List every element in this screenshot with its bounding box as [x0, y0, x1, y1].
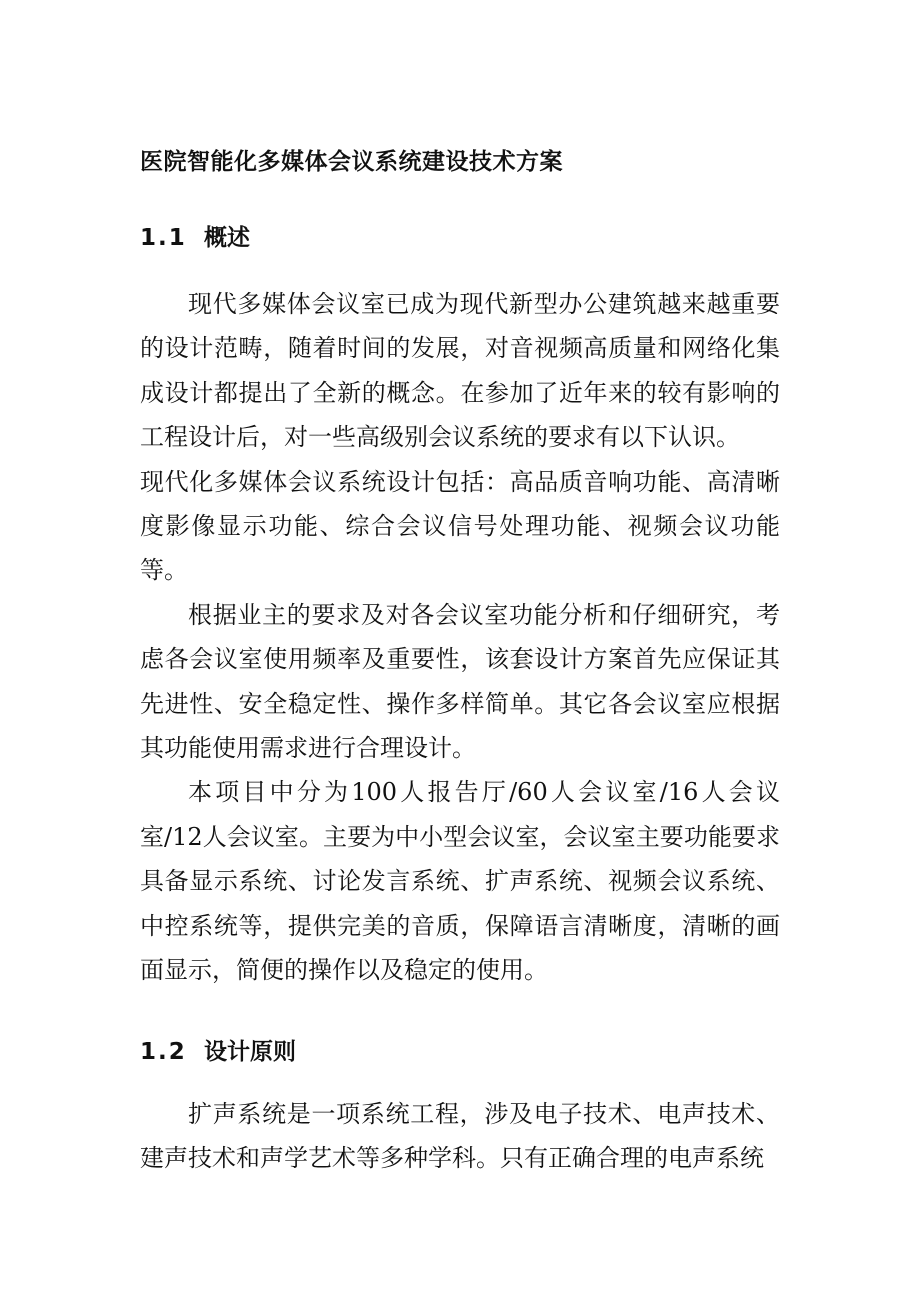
paragraph: 现代化多媒体会议系统设计包括：高品质音响功能、高清晰度影像显示功能、综合会议信号处理功能、视频会议功能等。 — [140, 467, 780, 585]
paragraph: 本项目中分为100人报告厅/60人会议室/16人会议室/12人会议室。主要为中小型会议室，会议室主要功能要求具备显示系统、讨论发言系统、扩声系统、视频会议系统、中控系统等，提供完美的音质，保障语言清晰度，清晰的画面显示，简便的操作以及稳定的使用。 — [140, 778, 780, 985]
section-title: 设计原则 — [204, 1039, 296, 1065]
paragraph: 扩声系统是一项系统工程，涉及电子技术、电声技术、建声技术和声学艺术等多种学科。只有正确合理的电声系统 — [140, 1100, 780, 1173]
section-heading-1-2 — [140, 1032, 840, 1072]
section-number: 1.1 — [140, 225, 187, 251]
section-body-1-2 — [140, 1092, 780, 1181]
section-heading-1-1 — [140, 218, 840, 258]
section-number: 1.2 — [140, 1039, 187, 1065]
paragraph: 现代多媒体会议室已成为现代新型办公建筑越来越重要的设计范畴，随着时间的发展，对音视频高质量和网络化集成设计都提出了全新的概念。在参加了近年来的较有影响的工程设计后，对一些高级别会议系统的要求有以下认识。 — [140, 290, 780, 452]
paragraph: 根据业主的要求及对各会议室功能分析和仔细研究，考虑各会议室使用频率及重要性，该套设计方案首先应保证其先进性、安全稳定性、操作多样简单。其它各会议室应根据其功能使用需求进行合理设计。 — [140, 600, 780, 763]
section-title: 概述 — [204, 225, 250, 251]
document-title: 医院智能化多媒体会议系统建设技术方案 — [140, 149, 563, 175]
section-body-1-1 — [140, 282, 780, 993]
